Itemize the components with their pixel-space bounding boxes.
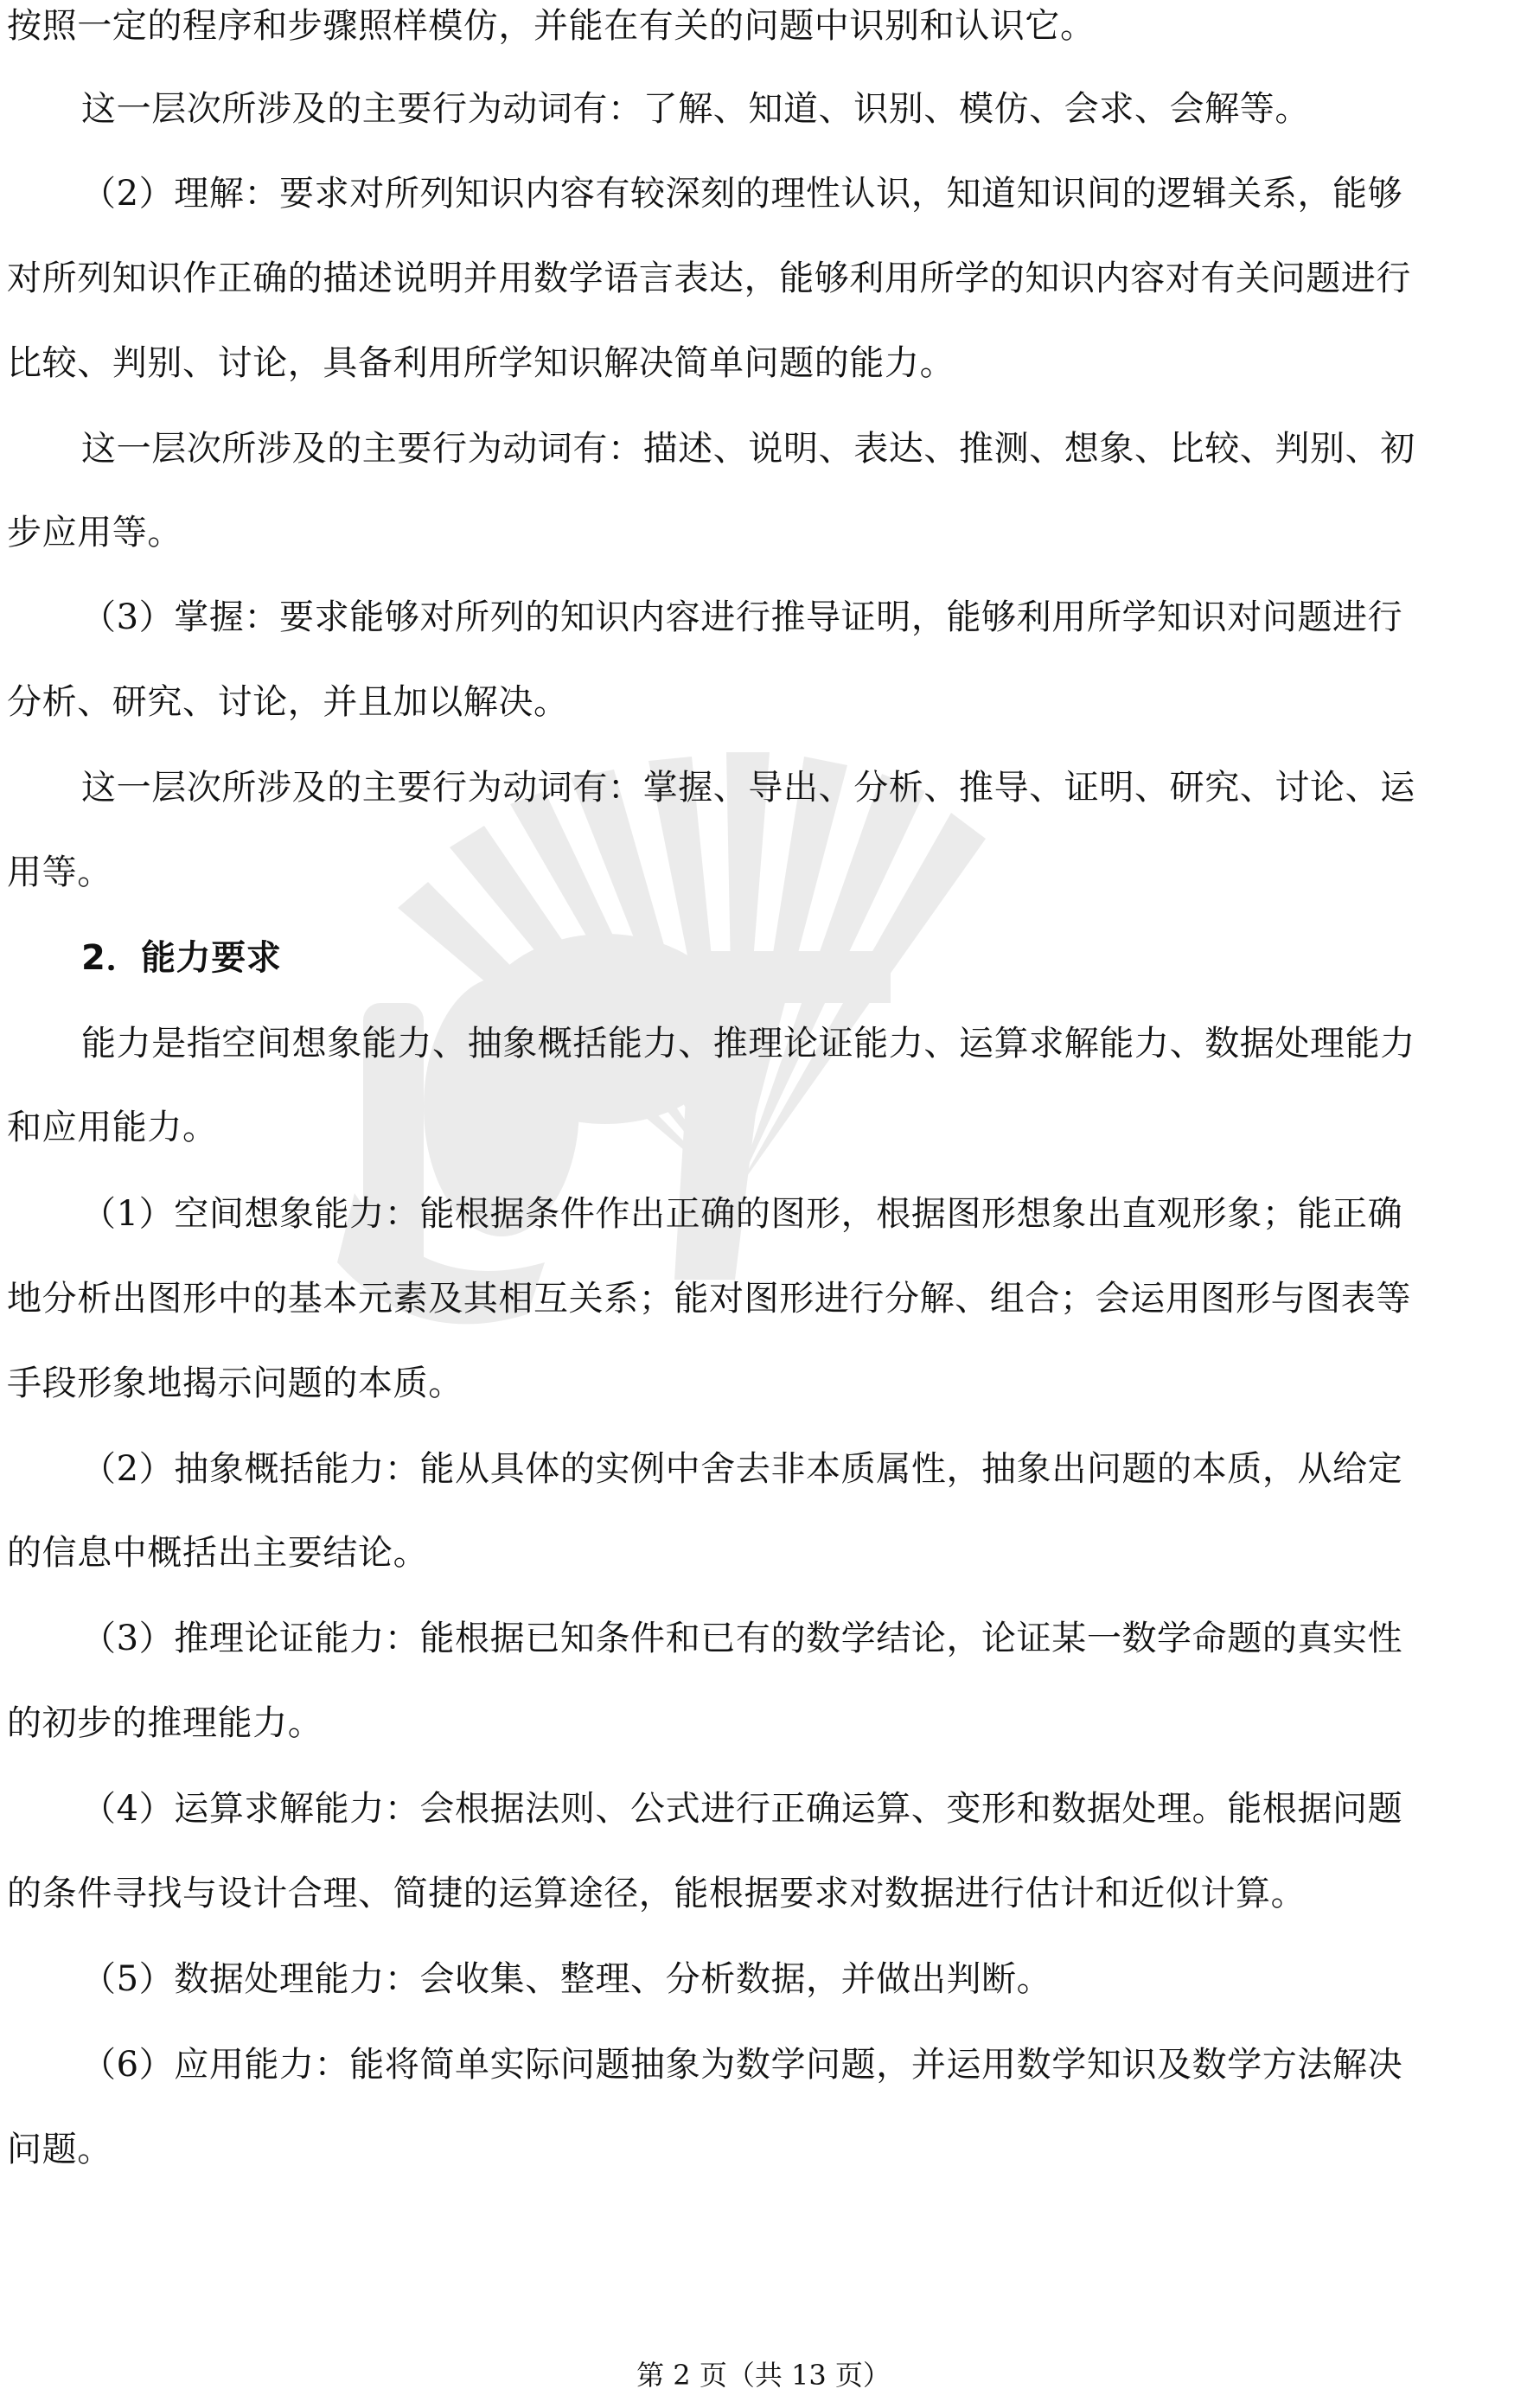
paragraph-line: （3）掌握：要求能够对所列的知识内容进行推导证明，能够利用所学知识对问题进行 xyxy=(81,597,1403,637)
section-heading: 2．能力要求 xyxy=(81,938,282,978)
paragraph-line: （4）运算求解能力：会根据法则、公式进行正确运算、变形和数据处理。能根据问题 xyxy=(81,1789,1403,1829)
paragraph-line: 步应用等。 xyxy=(7,513,182,552)
paragraph-line: 的条件寻找与设计合理、简捷的运算途径，能根据要求对数据进行估计和近似计算。 xyxy=(7,1874,1307,1913)
paragraph-line: 的初步的推理能力。 xyxy=(7,1703,323,1743)
page-footer: 第 2 页（共 13 页） xyxy=(636,2359,891,2392)
paragraph-line: （3）推理论证能力：能根据已知条件和已有的数学结论，论证某一数学命题的真实性 xyxy=(81,1619,1403,1658)
paragraph-line: 的信息中概括出主要结论。 xyxy=(7,1533,429,1573)
paragraph-line: 比较、判别、讨论，具备利用所学知识解决简单问题的能力。 xyxy=(7,343,955,383)
paragraph-line: 手段形象地揭示问题的本质。 xyxy=(7,1364,463,1403)
paragraph-line: 这一层次所涉及的主要行为动词有：了解、知道、识别、模仿、会求、会解等。 xyxy=(81,89,1310,129)
paragraph-line: （6）应用能力：能将简单实际问题抽象为数学问题，并运用数学知识及数学方法解决 xyxy=(81,2045,1403,2085)
paragraph-line: 分析、研究、讨论，并且加以解决。 xyxy=(7,682,569,722)
paragraph-line: （2）理解：要求对所列知识内容有较深刻的理性认识，知道知识间的逻辑关系，能够 xyxy=(81,174,1403,214)
paragraph-line: 和应用能力。 xyxy=(7,1108,218,1147)
paragraph-line: 能力是指空间想象能力、抽象概括能力、推理论证能力、运算求解能力、数据处理能力 xyxy=(81,1024,1415,1063)
paragraph-line: 地分析出图形中的基本元素及其相互关系；能对图形进行分解、组合；会运用图形与图表等 xyxy=(7,1279,1411,1319)
paragraph-line: 按照一定的程序和步骤照样模仿，并能在有关的问题中识别和认识它。 xyxy=(7,6,1096,46)
paragraph-line: 这一层次所涉及的主要行为动词有：掌握、导出、分析、推导、证明、研究、讨论、运 xyxy=(81,768,1415,808)
paragraph-line: 用等。 xyxy=(7,853,112,892)
paragraph-line: （2）抽象概括能力：能从具体的实例中舍去非本质属性，抽象出问题的本质，从给定 xyxy=(81,1449,1403,1489)
paragraph-line: 对所列知识作正确的描述说明并用数学语言表达，能够利用所学的知识内容对有关问题进行 xyxy=(7,259,1411,298)
paragraph-line: （5）数据处理能力：会收集、整理、分析数据，并做出判断。 xyxy=(81,1959,1052,1999)
paragraph-line: 问题。 xyxy=(7,2130,112,2169)
paragraph-line: （1）空间想象能力：能根据条件作出正确的图形，根据图形想象出直观形象；能正确 xyxy=(81,1194,1403,1234)
paragraph-line: 这一层次所涉及的主要行为动词有：描述、说明、表达、推测、想象、比较、判别、初 xyxy=(81,429,1415,469)
